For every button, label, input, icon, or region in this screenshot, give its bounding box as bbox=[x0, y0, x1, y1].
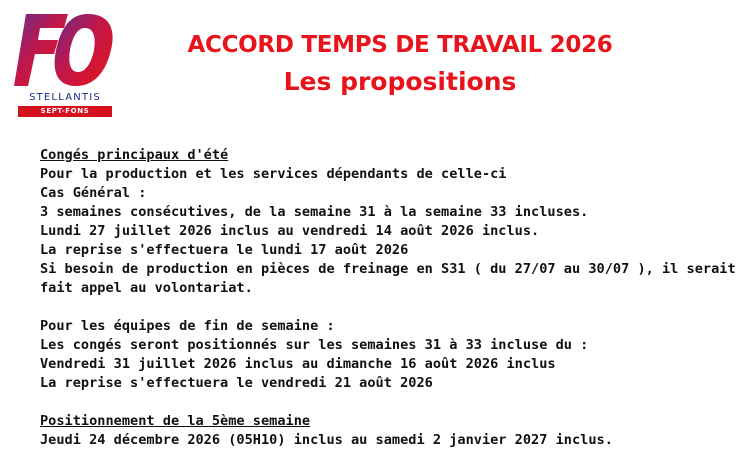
fo-logo-mark bbox=[12, 8, 118, 94]
body-line: fait appel au volontariat. bbox=[40, 280, 253, 296]
logo-brand-text: STELLANTIS bbox=[29, 92, 101, 103]
paragraph-spacer bbox=[40, 298, 710, 317]
logo-site-banner: SEPT-FONS bbox=[18, 106, 112, 117]
body-line: Si besoin de production en pièces de freinage en S31 ( du 27/07 au 30/07 ), il serait bbox=[40, 261, 736, 277]
body-line: La reprise s'effectuera le vendredi 21 août 2026 bbox=[40, 375, 433, 391]
body-line: La reprise s'effectuera le lundi 17 août 2026 bbox=[40, 242, 409, 258]
body-line: Lundi 27 juillet 2026 inclus au vendredi 14 août 2026 inclus. bbox=[40, 223, 540, 239]
document-title: ACCORD TEMPS DE TRAVAIL 2026 bbox=[187, 32, 613, 58]
paragraph-spacer bbox=[40, 393, 710, 412]
section-heading-conges: Congés principaux d'été bbox=[40, 147, 229, 163]
document-subtitle: Les propositions bbox=[283, 67, 517, 96]
body-line: Jeudi 24 décembre 2026 (05H10) inclus au samedi 2 janvier 2027 inclus. bbox=[40, 432, 613, 448]
body-line: Les congés seront positionnés sur les semaines 31 à 33 incluse du : bbox=[40, 337, 589, 353]
fo-stellantis-logo bbox=[12, 8, 118, 120]
body-line: Pour les équipes de fin de semaine : bbox=[40, 318, 335, 334]
body-line: 3 semaines consécutives, de la semaine 31 à la semaine 33 incluses. bbox=[40, 204, 589, 220]
body-line: Cas Général : bbox=[40, 185, 147, 201]
section-heading-5eme-semaine: Positionnement de la 5ème semaine bbox=[40, 413, 311, 429]
document-body bbox=[40, 146, 736, 450]
body-line: Pour la production et les services dépendants de celle-ci bbox=[40, 166, 507, 182]
body-line: Vendredi 31 juillet 2026 inclus au dimanche 16 août 2026 inclus bbox=[40, 356, 556, 372]
